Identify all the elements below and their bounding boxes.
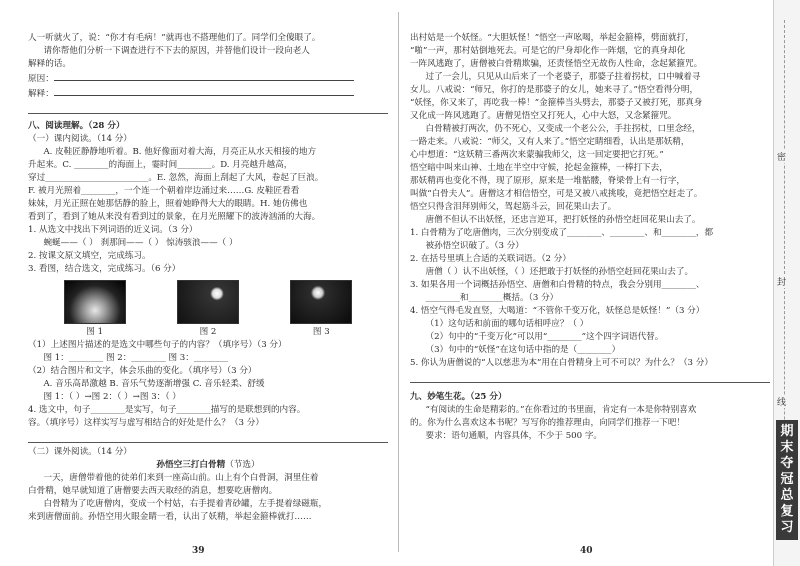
r-story-line-4: 过了一会儿，只见从山后来了一个老婆子，那婆子拄着拐杖，口中喊着寻 — [425, 72, 701, 82]
r-story-line-8: 白骨精被打两次，仍不死心，又变成一个老公公，手拄拐杖，口里念经， — [425, 124, 701, 134]
r-question-4-2[interactable]: （2）句中的“千变万化”可以用“________”这个四字词语代替。 — [425, 332, 664, 342]
r-story-line-6: “妖怪，你又来了，再吃我一棒！”金箍棒当头劈去，那婆子又被打死，那真身 — [410, 98, 703, 108]
r-story-line-5: 女儿。八戒说：“师兄，你打的是那婆子的女儿，她来寻了。”悟空看得分明， — [410, 85, 699, 95]
story-line-1: 一天，唐僧带着他的徒弟们来到一座高山前。山上有个白骨洞，洞里住着 — [43, 473, 319, 483]
r-question-5: 5. 你认为唐僧说的“人以慈悲为本”用在白骨精身上可不可以？为什么？（3 分） — [410, 358, 713, 368]
question-3-2-answer[interactable]: 图 1：（ ）→图 2：（ ）→图 3：（ ） — [43, 392, 181, 402]
seal-mark-feng: 封 — [777, 275, 786, 288]
section8-title: 八、阅读理解。（28 分） — [28, 121, 125, 131]
story-title: 孙悟空三打白骨精 — [156, 460, 226, 470]
r-story-line-10: 心中想道：“这妖精三番两次来蒙骗我师父，这一回定要把它打死。” — [410, 150, 664, 160]
question-3-2: （2）结合图片和文字，体会乐曲的变化。（填序号）（3 分） — [28, 366, 257, 376]
explain-answer-line[interactable] — [54, 86, 354, 96]
question-1: 1. 从选文中找出下列词语的近义词。（3 分） — [28, 225, 198, 235]
r-question-2-b[interactable]: 唐僧（ ）认不出妖怪，（ ）还把敢于打妖怪的孙悟空赶回花果山去了。 — [425, 267, 694, 277]
story-line-2: 白骨精，她早就知道了唐僧要去西天取经的消息，想要吃唐僧肉。 — [28, 486, 278, 496]
r-story-line-11: 悟空暗中叫来山神、土地在半空中守候，抡起金箍棒，一棒打下去， — [410, 163, 668, 173]
question-4: 4. 选文中，句子________是实写，句子________描写的是联想到的内容。 — [28, 405, 306, 415]
passage1-line-5: 妹妹，月光正照在她那恬静的脸上，照着她睁得大大的眼睛。H. 她仿佛也 — [28, 199, 308, 209]
answer-rule[interactable] — [28, 104, 388, 114]
r-story-line-13: 叫做“白骨夫人”。唐僧这才相信悟空，可是又被八戒挑唆，竟把悟空赶走了。 — [410, 189, 703, 199]
figure-row — [38, 280, 378, 324]
question-3-2-options: A. 音乐高昂激越 B. 音乐气势逐渐增强 C. 音乐轻柔、舒缓 — [43, 379, 265, 389]
passage1-line-3: 穿过________________________。E. 忽然，海面上刮起了大风，卷起了巨浪。 — [28, 173, 324, 183]
r-story-line-1: 出村姑是一个妖怪。“大胆妖怪！”悟空一声吆喝，举起金箍棒，劈面就打， — [410, 33, 694, 43]
r-story-end: 唐僧不但认不出妖怪，还忠言逆耳，把打妖怪的孙悟空赶回花果山去了。 — [425, 215, 701, 225]
r-question-5-answer-line[interactable] — [410, 373, 770, 383]
r-story-line-12: 那妖精再也变化不得，现了原形，原来是一堆骷髅，脊梁骨上有一行字， — [410, 176, 686, 186]
r-story-line-9: 一路走来。八戒说：“师父，又有人来了。”悟空定睛细看，认出是那妖精， — [410, 137, 690, 147]
r-question-1-b: 被孙悟空识破了。（3 分） — [425, 241, 524, 251]
story-note: （节选） — [225, 460, 260, 470]
question-3: 3. 看图，结合选文，完成练习。（6 分） — [28, 264, 181, 274]
r-story-line-2: “啪”一声，那村姑倒地死去。可是它的尸身却化作一阵烟，它的真身却化 — [410, 46, 686, 56]
passage1-line-1: A. 皮鞋匠静静地听着。B. 他好像面对着大海，月亮正从水天相接的地方 — [43, 147, 317, 157]
figure-1-caption: 图 1 — [86, 327, 104, 337]
seal-mark-mi: 密 — [777, 150, 786, 163]
r-question-3: 3. 如果各用一个词概括孙悟空、唐僧和白骨精的特点，我会分别用________、 — [410, 280, 705, 290]
r-story-line-14: 悟空只得含泪拜别师父，驾起筋斗云，回花果山去了。 — [410, 202, 617, 212]
binding-sidebar — [773, 0, 800, 566]
page-divider — [398, 12, 399, 552]
section9-title: 九、妙笔生花。（25 分） — [410, 392, 507, 402]
figure-3-caption: 图 3 — [312, 327, 330, 337]
intro-line-1: 人一听就火了，说：“你才有毛病！”就再也不搭理他们了。同学们全傻眼了。 — [28, 33, 321, 43]
r-question-4: 4. 悟空气得毛发直竖，大喝道：“不管你千变万化，妖怪总是妖怪！”（3 分） — [410, 306, 705, 316]
r-question-4-1[interactable]: （1）这句话和前面的哪句话相呼应？（ ） — [425, 319, 589, 329]
series-title: 期末夺冠总复习 — [776, 420, 798, 540]
story-line-4: 来到唐僧面前。孙悟空用火眼金睛一看，认出了妖精，举起金箍棒就打…… — [28, 512, 312, 522]
r-story-line-3: 一阵风逃跑了，唐僧被白骨精欺骗，还责怪悟空无故伤人性命，念起紧箍咒。 — [410, 59, 703, 69]
sec9-line-3: 要求：语句通顺，内容具体，不少于 500 字。 — [425, 431, 603, 441]
moon-sea-image — [177, 280, 239, 324]
intro-line-3: 解释的话。 — [28, 59, 71, 69]
reason-answer-line[interactable] — [54, 71, 354, 81]
seal-mark-xian: 线 — [777, 395, 786, 408]
part2-title: （二）课外阅读。（14 分） — [28, 447, 132, 457]
explain-label: 解释： — [28, 89, 54, 99]
r-question-4-3[interactable]: （3）句中的“妖怪”在这句话中指的是（________） — [425, 345, 621, 355]
figure-2-caption: 图 2 — [199, 327, 217, 337]
question-1-words: 蜿蜒——（ ） 刹那间——（ ） 惊涛骇浪——（ ） — [43, 238, 238, 248]
page-number-right: 40 — [580, 546, 593, 556]
page-number-left: 39 — [192, 546, 205, 556]
question-2: 2. 按课文原文填空，完成练习。 — [28, 251, 151, 261]
reason-label: 原因： — [28, 74, 54, 84]
r-question-3-b[interactable]: ________和________概括。（3 分） — [425, 293, 559, 303]
part1-title: （一）课内阅读。（14 分） — [28, 134, 132, 144]
left-page — [28, 0, 388, 566]
r-question-1: 1. 白骨精为了吃唐僧肉，三次分别变成了________、________、和________，都 — [410, 228, 714, 238]
sec9-line-2: 的。你为什么喜欢这本书呢？写写你的推荐理由，向同学们推荐一下吧！ — [410, 418, 686, 428]
question-3-1-answer[interactable]: 图 1：________ 图 2：________ 图 3：________ — [43, 353, 229, 363]
r-question-2: 2. 在括号里填上合适的关联词语。（2 分） — [410, 254, 571, 264]
r-story-line-7: 又化成一阵风逃跑了。唐僧见悟空又打死人，心中大怒，又念紧箍咒。 — [410, 111, 677, 121]
story-line-3: 白骨精为了吃唐僧肉，变成一个村姑，右手提着青砂罐，左手提着绿磁瓶， — [43, 499, 328, 509]
sunset-sea-image — [64, 280, 126, 324]
question-3-1: （1）上述图片描述的是选文中哪些句子的内容？（填序号）（3 分） — [28, 340, 287, 350]
passage1-line-4: F. 被月光照着________，一个连一个朝着岸边涌过来……G. 皮鞋匠看看 — [28, 186, 300, 196]
intro-line-2: 请你帮他们分析一下调查进行不下去的原因，并替他们设计一段向老人 — [43, 46, 310, 56]
passage1-line-2: 升起来。C. ________的海面上，霎时间________。D. 月亮越升越高， — [28, 160, 293, 170]
moon-waves-image — [290, 280, 352, 324]
right-page — [410, 0, 770, 566]
question-4-b: 容。（填序号）这样实写与虚写相结合的好处是什么？（3 分） — [28, 418, 264, 428]
question-4-answer-line[interactable] — [28, 433, 388, 443]
sec9-line-1: “有阅读的生命是精彩的。”在你看过的书里面，肯定有一本是你特别喜欢 — [425, 405, 697, 415]
passage1-line-6: 看到了，看到了她从来没有看到过的景象，在月光照耀下的波涛汹涌的大海。 — [28, 212, 321, 222]
